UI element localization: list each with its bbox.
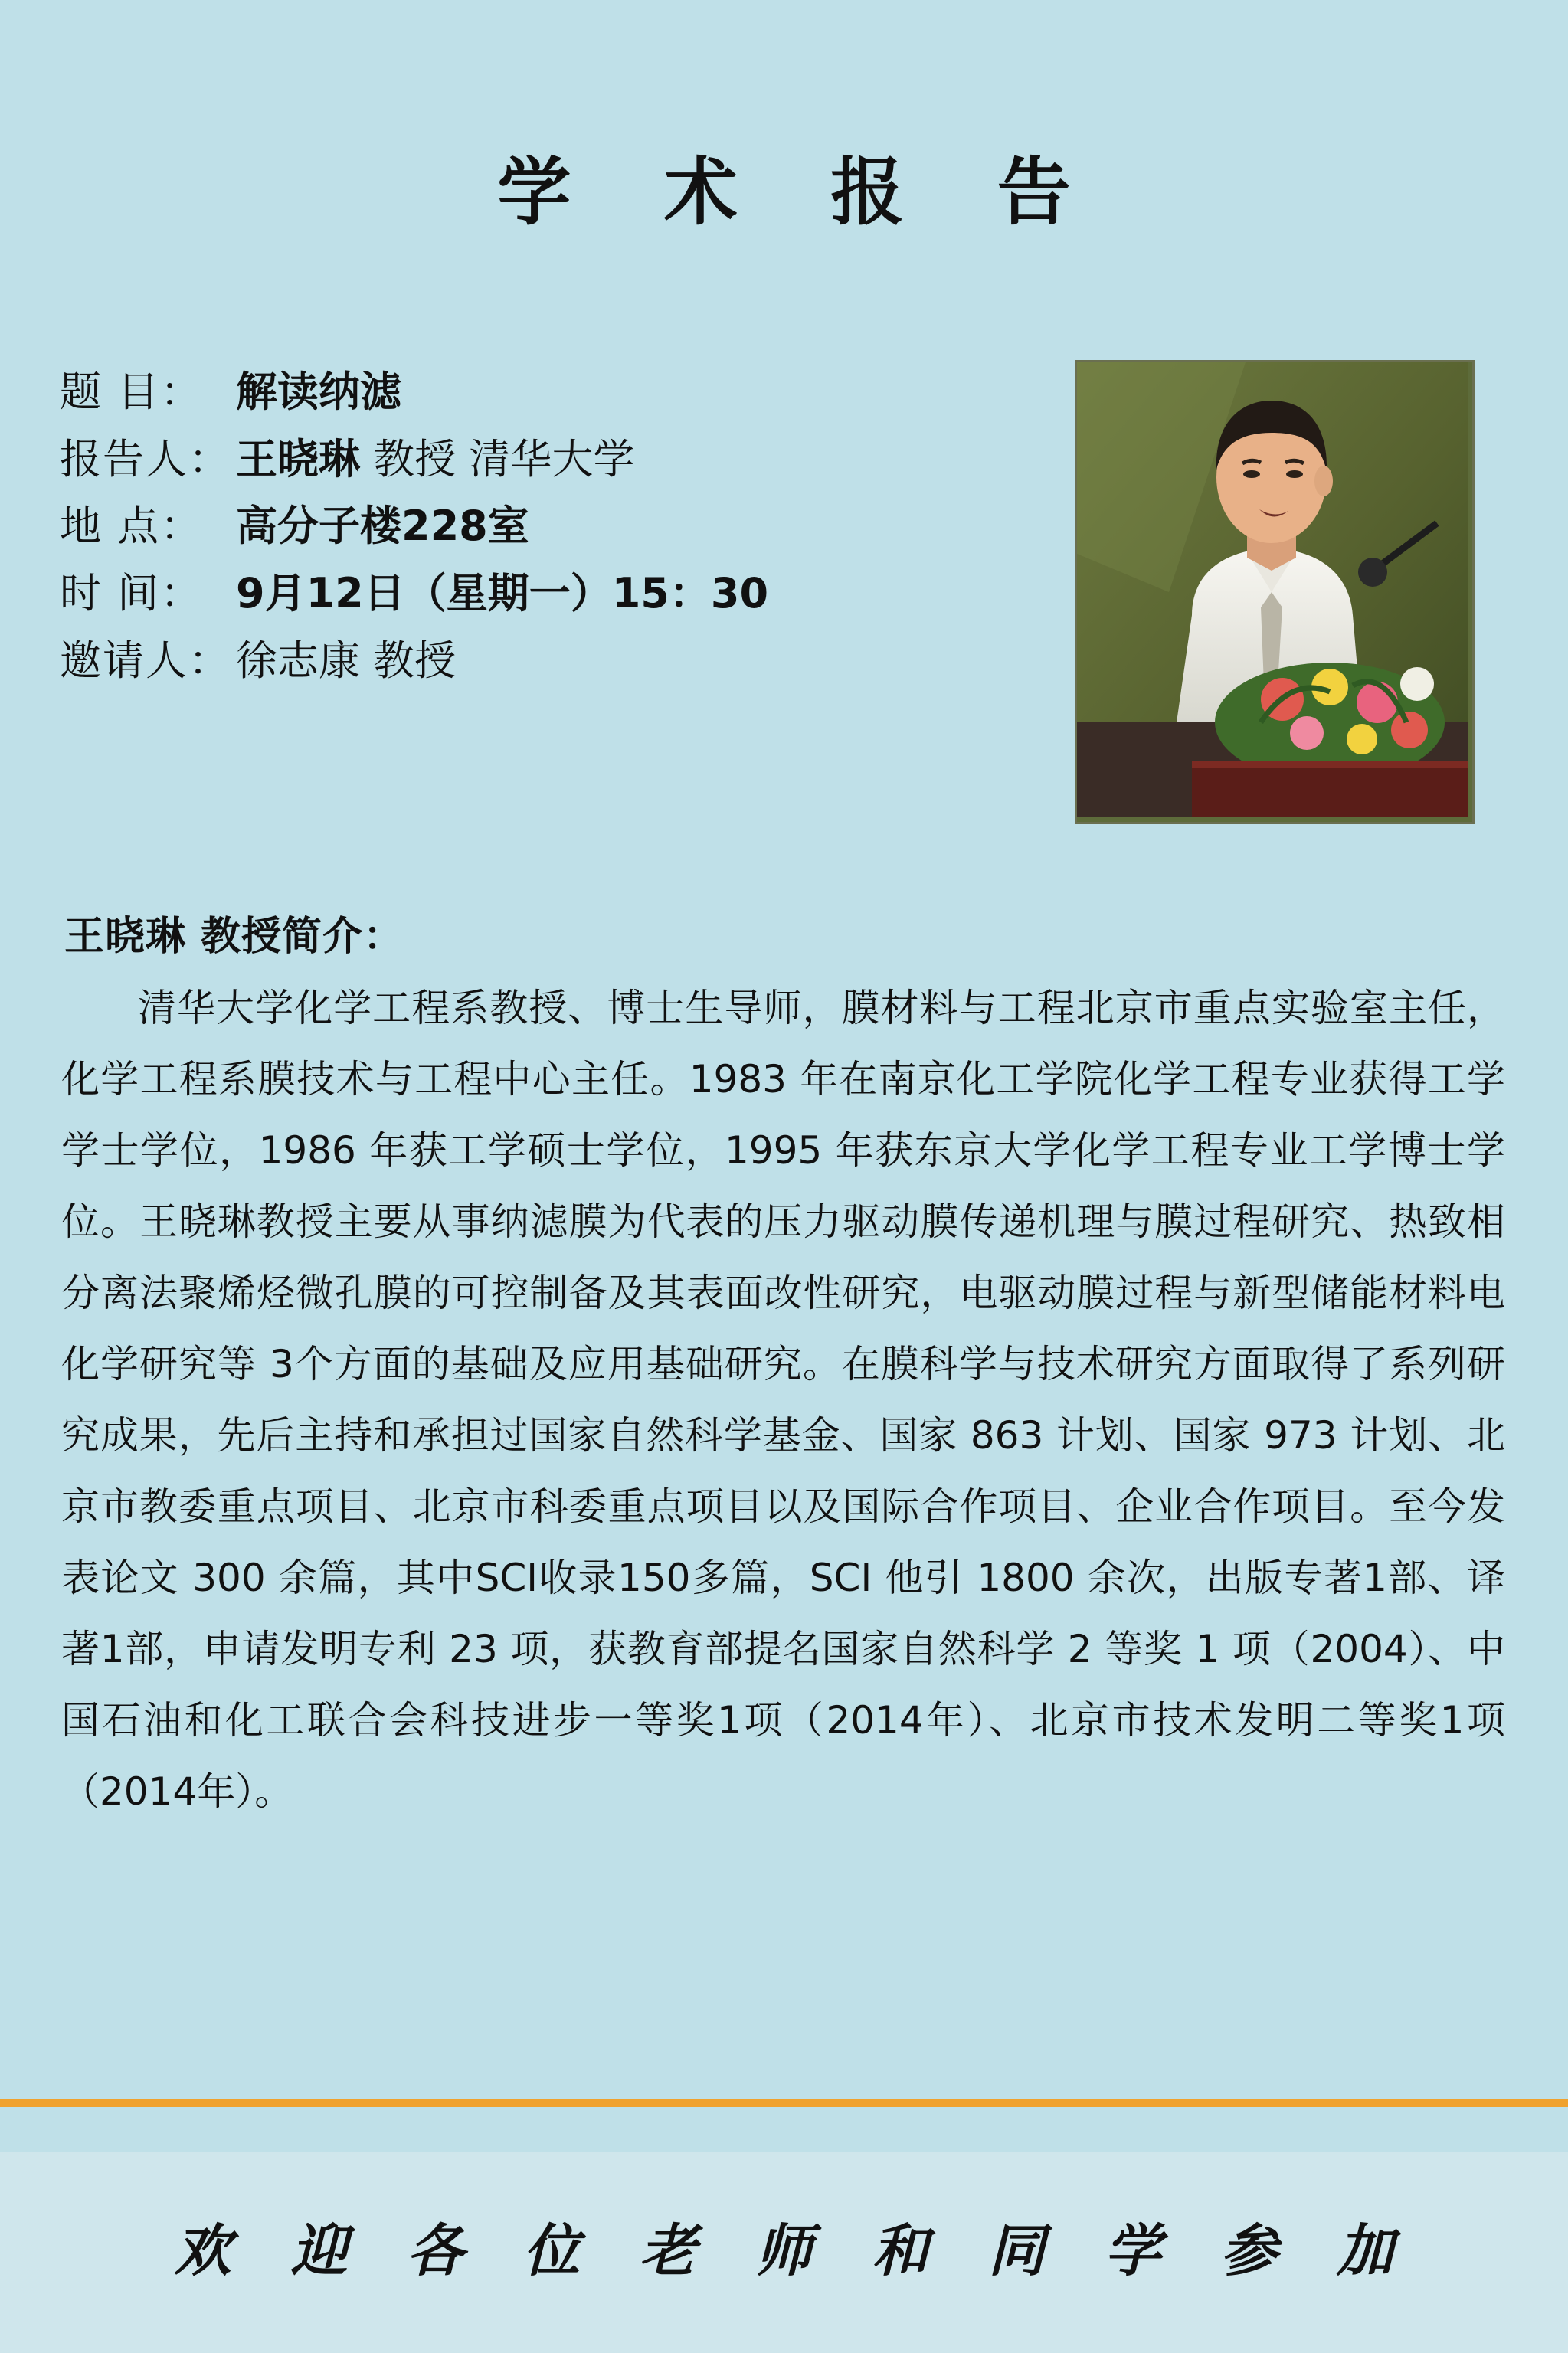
info-value-location: 高分子楼228室 <box>236 502 529 551</box>
info-value-host: 徐志康 教授 <box>236 636 457 685</box>
info-value-speaker: 王晓琳 教授 清华大学 <box>236 434 635 483</box>
speaker-photo <box>1075 360 1475 824</box>
info-row-location <box>60 502 1056 551</box>
info-row-time <box>60 569 1056 618</box>
page-title: 学 术 报 告 <box>497 149 1105 235</box>
info-value-topic: 解读纳滤 <box>236 368 401 416</box>
info-label-topic: 题 目： <box>60 368 204 416</box>
welcome-message: 欢 迎 各 位 老 师 和 同 学 参 加 <box>174 2218 1414 2284</box>
bio-heading: 王晓琳 教授简介： <box>64 914 404 960</box>
info-row-topic <box>60 368 1056 417</box>
info-row-host <box>60 637 1056 686</box>
info-label-speaker: 报告人： <box>60 434 231 483</box>
info-row-speaker <box>60 435 1056 484</box>
orange-divider <box>0 2099 1568 2107</box>
info-label-time: 时 间： <box>60 569 204 618</box>
talk-info-block <box>60 368 1056 704</box>
info-value-time: 9月12日（星期一）15：30 <box>236 569 769 618</box>
info-label-host: 邀请人： <box>60 636 231 685</box>
bio-body: 清华大学化学工程系教授、博士生导师，膜材料与工程北京市重点实验室主任，化学工程系膜技术与工程中心主任。1983 年在南京化工学院化学工程专业获得工学学士学位，1986 年获工学硕士学位，1995 年获东京大学化学工程专业工学博士学位。王晓琳教授主要从事纳滤膜为代表的压力驱动膜传递机理与膜过程研究、热致相分离法聚烯烃微孔膜的可控制备及其表面改性研究，电驱动膜过程与新型储能材料电化学研究等 3个方面的基础及应用基础研究。在膜科学与技术研究方面取得了系列研究成果，先后主持和承担过国家自然科学基金、国家 863 计划、国家 973 计划、北京市教委重点项目、北京市科委重点项目以及国际合作项目、企业合作项目。至今发表论文 300 余篇，其中SCI收录150多篇，SCI 他引 1800 余次，出版专著1部、译著1部，申请发明专利 23 项，获教育部提名国家自然科学 2 等奖 1 项（2004）、中国石油和化工联合会科技进步一等奖1项（2014年）、北京市技术发明二等奖1项（2014年）。 <box>61 986 1505 1814</box>
info-label-location: 地 点： <box>60 502 204 551</box>
